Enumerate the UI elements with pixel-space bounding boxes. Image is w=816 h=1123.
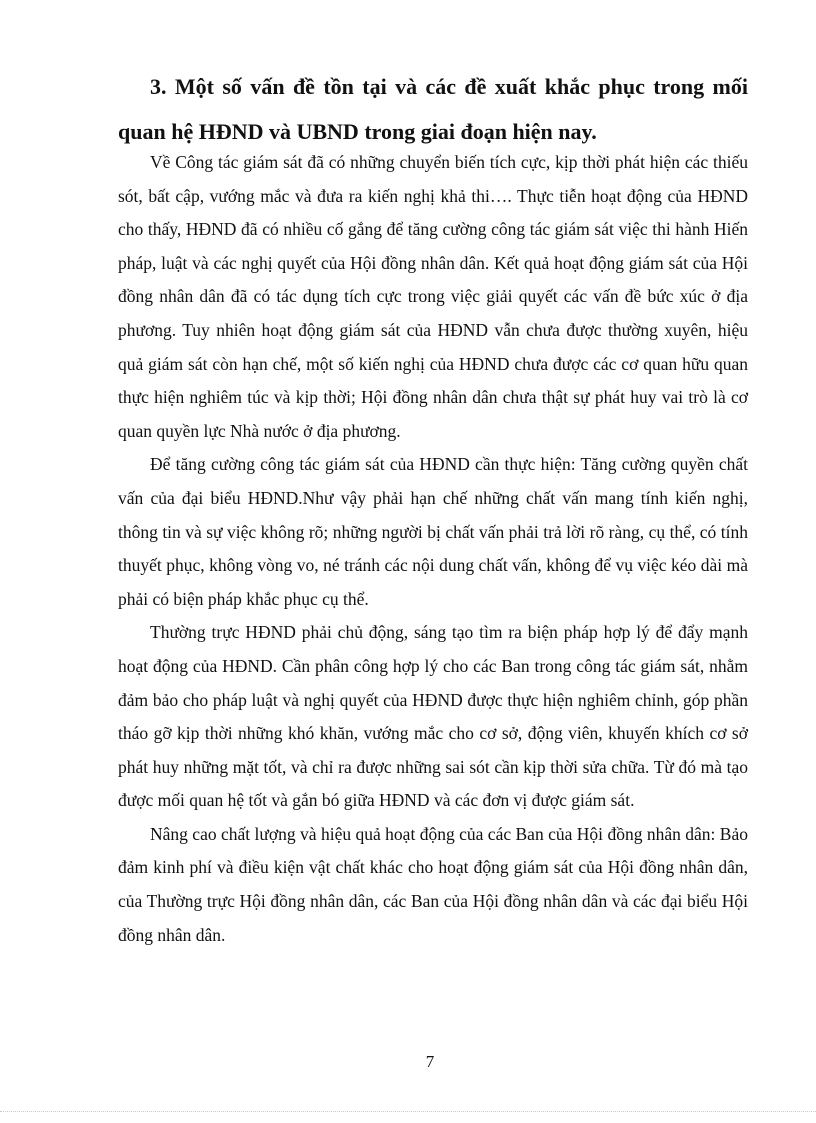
paragraph-standing-committee: Thường trực HĐND phải chủ động, sáng tạo tìm ra biện pháp hợp lý để đẩy mạnh hoạt động của HĐND. Cần phân công hợp lý cho các Ban trong công tác giám sát, nhằm đảm bảo cho pháp luật và nghị quyết của HĐND được thực hiện nghiêm chỉnh, góp phần tháo gỡ kịp thời những khó khăn, vướng mắc cho cơ sở, động viên, khuyến khích cơ sở phát huy những mặt tốt, và chỉ ra được những sai sót cần kịp thời sửa chữa. Từ đó mà tạo được mối quan hệ tốt và gắn bó giữa HĐND và các đơn vị được giám sát. [118,622,748,811]
paragraph-questioning-rights: Để tăng cường công tác giám sát của HĐND cần thực hiện: Tăng cường quyền chất vấn của đại biểu HĐND.Như vậy phải hạn chế những chất vấn mang tính kiến nghị, thông tin và sự việc không rõ; những người bị chất vấn phải trả lời rõ ràng, cụ thể, có tính thuyết phục, không vòng vo, né tránh các nội dung chất vấn, không để vụ việc kéo dài mà phải có biện pháp khắc phục cụ thể. [118,454,748,609]
page-number: 7 [425,1052,435,1071]
paragraph-committee-quality: Nâng cao chất lượng và hiệu quả hoạt động của các Ban của Hội đồng nhân dân: Bảo đảm kinh phí và điều kiện vật chất khác cho hoạt động giám sát của Hội đồng nhân dân, của Thường trực Hội đồng nhân dân, các Ban của Hội đồng nhân dân và các đại biểu Hội đồng nhân dân. [118,823,748,945]
section-heading: 3. Một số vấn đề tồn tại và các đề xuất khắc phục trong mối quan hệ HĐND và UBND trong giai đoạn hiện nay. [118,74,748,144]
paragraph-supervision-overview: Về Công tác giám sát đã có những chuyển biến tích cực, kịp thời phát hiện các thiếu sót, bất cập, vướng mắc và đưa ra kiến nghị khả thi…. Thực tiễn hoạt động của HĐND cho thấy, HĐND đã có nhiều cố gắng để tăng cường công tác giám sát việc thi hành Hiến pháp, luật và các nghị quyết của Hội đồng nhân dân. Kết quả hoạt động giám sát của Hội đồng nhân dân đã có tác dụng tích cực trong việc giải quyết các vấn đề bức xúc ở địa phương. Tuy nhiên hoạt động giám sát của HĐND vẫn chưa được thường xuyên, hiệu quả giám sát còn hạn chế, một số kiến nghị của HĐND chưa được các cơ quan hữu quan thực hiện nghiêm túc và kịp thời; Hội đồng nhân dân chưa thật sự phát huy vai trò là cơ quan quyền lực Nhà nước ở địa phương. [118,152,748,441]
footer-divider [0,1111,816,1112]
body-text [118,146,748,952]
